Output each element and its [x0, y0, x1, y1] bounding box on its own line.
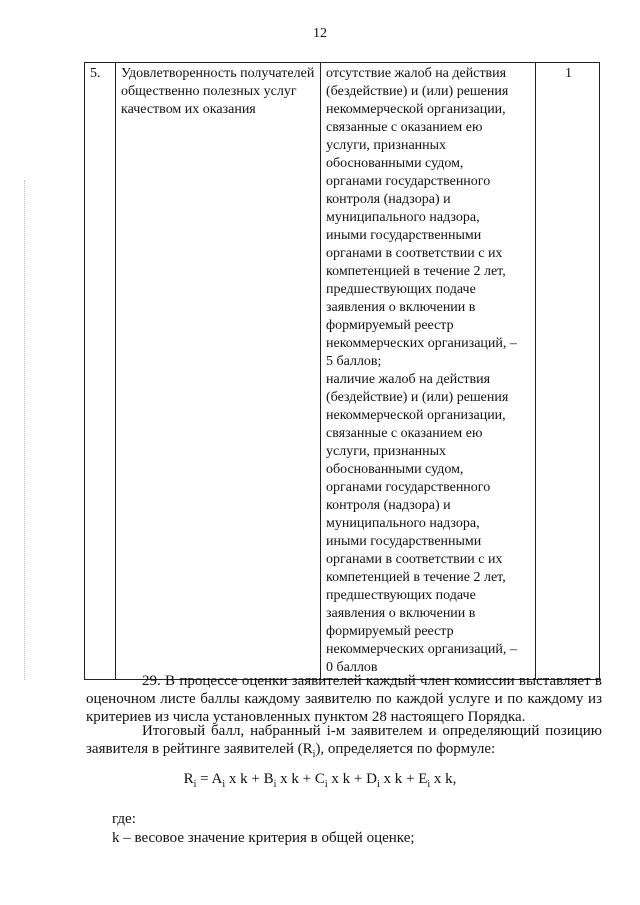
criterion-value-line: муниципального надзора,: [326, 516, 480, 531]
paragraph-29: 29. В процессе оценки заявителей каждый член комиссии выставляет в оценочном листе баллы каждому заявителю по каждой услуге и по каждому из критериев из числа установленных пунктом 28 настоящего Порядка.: [86, 673, 602, 725]
formula-term: D: [366, 771, 377, 787]
criterion-values-lines: [326, 65, 532, 677]
max-score: 1: [536, 63, 600, 680]
page-number: 12: [313, 26, 327, 41]
criterion-value-line: (бездействие) и (или) решения: [326, 390, 509, 405]
criterion-value-line: некоммерческой организации,: [326, 408, 506, 423]
formula-term: R: [183, 771, 194, 787]
criterion-value-line: муниципального надзора,: [326, 210, 480, 225]
criterion-value-line: 5 баллов;: [326, 354, 382, 369]
criterion-value-line: обоснованными судом,: [326, 156, 464, 171]
criterion-value-line: контроля (надзора) и: [326, 192, 451, 207]
criterion-value-line: компетенцией в течение 2 лет,: [326, 264, 506, 279]
criterion-value-line: иными государственными: [326, 534, 482, 549]
criterion-value-line: органами в соответствии с их: [326, 552, 503, 567]
rating-formula: [0, 771, 640, 790]
formula-term-subscript: i: [376, 779, 380, 790]
criterion-value-line: услуги, признанных: [326, 444, 447, 459]
formula-operator: x k +: [379, 771, 419, 787]
criterion-value-line: услуги, признанных: [326, 138, 447, 153]
formula-operator: x k,: [430, 771, 457, 787]
formula-term-subscript: i: [193, 779, 197, 790]
margin-scan-artifact: [24, 180, 26, 680]
formula-term-subscript: i: [324, 779, 328, 790]
criterion-value-line: (бездействие) и (или) решения: [326, 84, 509, 99]
formula-term: A: [211, 771, 223, 787]
paragraph-total-text: Итоговый балл, набранный i-м заявителем и определяющий позицию заявителя в рейтинге заявителей (R: [86, 723, 602, 757]
formula-term: B: [263, 771, 274, 787]
table-row: [85, 63, 600, 680]
criterion-name: Удовлетворенность получателей общественно полезных услуг качеством их оказания: [116, 63, 321, 680]
formula-term-subscript: i: [222, 779, 226, 790]
criterion-value-line: контроля (надзора) и: [326, 498, 451, 513]
criterion-value-line: компетенцией в течение 2 лет,: [326, 570, 506, 585]
criterion-value-line: органами в соответствии с их: [326, 246, 503, 261]
paragraph-total-sub: i: [312, 749, 316, 760]
formula-operator: x k +: [327, 771, 367, 787]
criterion-value-line: некоммерческих организаций, –: [326, 336, 517, 351]
formula-term-subscript: i: [273, 779, 277, 790]
criterion-value-line: иными государственными: [326, 228, 482, 243]
formula-term: E: [418, 771, 428, 787]
where-label: где:: [112, 811, 136, 827]
criterion-value-line: некоммерческой организации,: [326, 102, 506, 117]
criterion-value-line: отсутствие жалоб на действия: [326, 66, 507, 81]
criterion-values: [321, 63, 536, 680]
criterion-value-line: обоснованными судом,: [326, 462, 464, 477]
criterion-value-line: связанные с оказанием ею: [326, 426, 483, 441]
criterion-value-line: формируемый реестр: [326, 318, 454, 333]
criterion-value-line: заявления о включении в: [326, 606, 476, 621]
paragraph-total-score: [86, 722, 602, 764]
k-definition: k – весовое значение критерия в общей оценке;: [112, 830, 415, 846]
criterion-value-line: наличие жалоб на действия: [326, 372, 491, 387]
criterion-value-line: связанные с оказанием ею: [326, 120, 483, 135]
formula-operator: x k +: [276, 771, 315, 787]
row-number: 5.: [85, 63, 116, 680]
paragraph-total-end: ), определяется по формуле:: [315, 741, 496, 757]
criterion-value-line: некоммерческих организаций, –: [326, 642, 517, 657]
formula-operator: x k +: [225, 771, 264, 787]
criterion-value-line: 0 баллов: [326, 660, 378, 675]
criterion-value-line: органами государственного: [326, 174, 491, 189]
formula-term-subscript: i: [427, 779, 431, 790]
criteria-table: [84, 62, 600, 680]
formula-operator: =: [196, 771, 212, 787]
criterion-value-line: предшествующих подаче: [326, 282, 476, 297]
criterion-value-line: предшествующих подаче: [326, 588, 476, 603]
criterion-value-line: органами государственного: [326, 480, 491, 495]
criterion-value-line: заявления о включении в: [326, 300, 476, 315]
formula-term: C: [314, 771, 325, 787]
criterion-value-line: формируемый реестр: [326, 624, 454, 639]
